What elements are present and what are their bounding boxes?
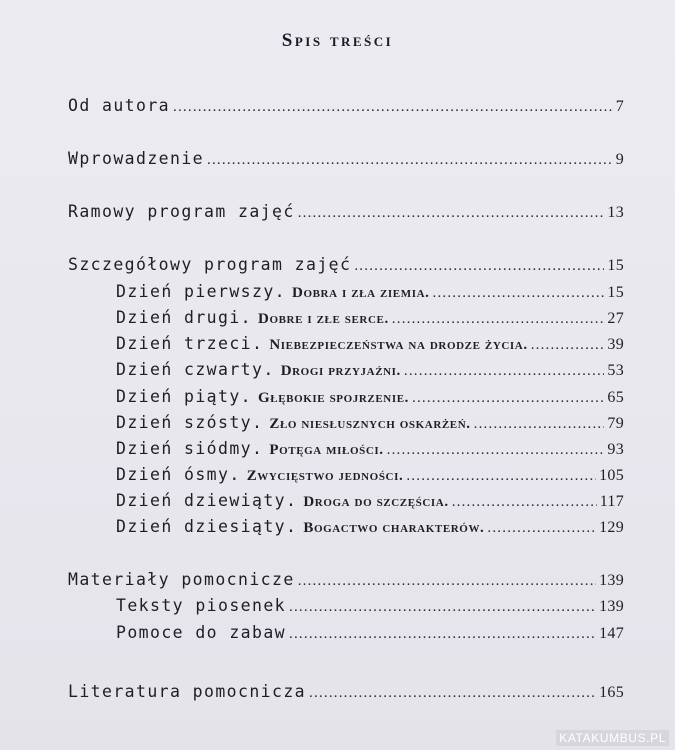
toc-entry-label: Ramowy program zajęć: [68, 202, 295, 221]
leader-dots: [406, 468, 596, 485]
toc-page-number: 39: [607, 336, 624, 353]
toc-entry-subtitle: Potęga miłości.: [269, 442, 384, 458]
toc-page-number: 139: [599, 598, 624, 615]
toc-entry-label: Dzień drugi.: [116, 308, 253, 327]
toc-entry-label: Pomoce do zabaw: [116, 623, 287, 642]
toc-page-number: 105: [599, 467, 624, 484]
toc-entry-literatura-pomocnicza: [68, 682, 624, 702]
toc-page-number: 139: [599, 572, 624, 589]
toc-entry-dzien-9: [116, 491, 624, 511]
leader-dots: [309, 685, 596, 702]
toc-page-number: 147: [599, 625, 624, 642]
toc-entry-subtitle: Dobra i zła ziemia.: [292, 285, 430, 301]
leader-dots: [298, 573, 596, 590]
toc-entry-label: Teksty piosenek: [116, 596, 287, 615]
toc-entry-od-autora: [68, 96, 624, 116]
toc-page-number: 79: [607, 415, 624, 432]
toc-entry-dzien-5: [116, 387, 624, 407]
toc-entry-label: Literatura pomocnicza: [68, 682, 307, 701]
leader-dots: [412, 390, 604, 407]
toc-entry-label: Dzień piąty.: [116, 387, 253, 406]
toc-entry-teksty-piosenek: [116, 596, 624, 616]
toc-entry-dzien-8: [116, 465, 624, 485]
toc-entry-dzien-1: [116, 282, 624, 302]
toc-page-number: 27: [607, 310, 624, 327]
toc-page-number: 7: [615, 98, 624, 115]
toc-page-number: 9: [615, 151, 624, 168]
toc-entry-wprowadzenie: [68, 149, 624, 169]
toc-entry-dzien-10: [116, 517, 624, 537]
leader-dots: [173, 99, 613, 116]
toc-entry-label: Dzień dziesiąty.: [116, 517, 298, 536]
toc-entry-label: Materiały pomocnicze: [68, 570, 295, 589]
toc-entry-subtitle: Zwycięstwo jedności.: [246, 468, 404, 484]
leader-dots: [289, 599, 596, 616]
toc-entry-label: Dzień pierwszy.: [116, 282, 287, 301]
toc-entry-pomoce-do-zabaw: [116, 623, 624, 643]
leader-dots: [392, 311, 605, 328]
toc-entry-subtitle: Bogactwo charakterów.: [303, 520, 485, 536]
toc-entry-label: Dzień siódmy.: [116, 439, 264, 458]
toc-entry-label: Dzień czwarty.: [116, 360, 275, 379]
leader-dots: [433, 285, 605, 302]
leader-dots: [452, 494, 597, 511]
leader-dots: [474, 416, 605, 433]
leader-dots: [487, 520, 596, 537]
show-through-text: [90, 72, 650, 93]
toc-entry-materialy-pomocnicze: [68, 570, 624, 590]
toc-page-number: 15: [607, 284, 624, 301]
leader-dots: [531, 337, 605, 354]
toc-entry-ramowy-program: [68, 202, 624, 222]
toc-entry-subtitle: Drogi przyjaźni.: [280, 363, 401, 379]
page-title: Spis treści: [281, 30, 394, 51]
toc-entry-dzien-4: [116, 360, 624, 380]
toc-entry-szczegolowy-program: [68, 255, 624, 275]
toc-entry-subtitle: Zło niesłusznych oskarżeń.: [269, 416, 471, 432]
toc-entry-label: Dzień trzeci.: [116, 334, 264, 353]
toc-entry-label: Szczegółowy program zajęć: [68, 255, 352, 274]
toc-page-number: 15: [607, 257, 624, 274]
toc-entry-dzien-7: [116, 439, 624, 459]
toc-page-number: 129: [599, 519, 624, 536]
toc-page-number: 65: [607, 389, 624, 406]
leader-dots: [354, 258, 604, 275]
toc-entry-subtitle: Głębokie spojrzenie.: [258, 390, 409, 406]
toc-entry-subtitle: Niebezpieczeństwa na drodze życia.: [269, 337, 528, 353]
toc-page-number: 53: [607, 362, 624, 379]
toc-entry-subtitle: Droga do szczęścia.: [303, 494, 449, 510]
toc-entry-dzien-2: [116, 308, 624, 328]
leader-dots: [289, 626, 596, 643]
toc-entry-label: Dzień dziewiąty.: [116, 491, 298, 510]
toc-entry-label: Dzień ósmy.: [116, 465, 241, 484]
toc-entry-label: Dzień szósty.: [116, 413, 264, 432]
toc-entry-subtitle: Dobre i złe serce.: [258, 311, 389, 327]
toc-entry-dzien-3: [116, 334, 624, 354]
toc-page-number: 165: [599, 684, 624, 701]
toc-entry-dzien-6: [116, 413, 624, 433]
leader-dots: [207, 152, 613, 169]
leader-dots: [404, 363, 604, 380]
toc-entry-label: Od autora: [68, 96, 171, 115]
toc-page-number: 13: [607, 204, 624, 221]
toc-page-number: 117: [599, 493, 624, 510]
toc-entry-label: Wprowadzenie: [68, 149, 205, 168]
leader-dots: [298, 205, 605, 222]
toc-page-number: 93: [607, 441, 624, 458]
site-watermark: KATAKUMBUS.PL: [556, 730, 669, 746]
leader-dots: [387, 442, 605, 459]
